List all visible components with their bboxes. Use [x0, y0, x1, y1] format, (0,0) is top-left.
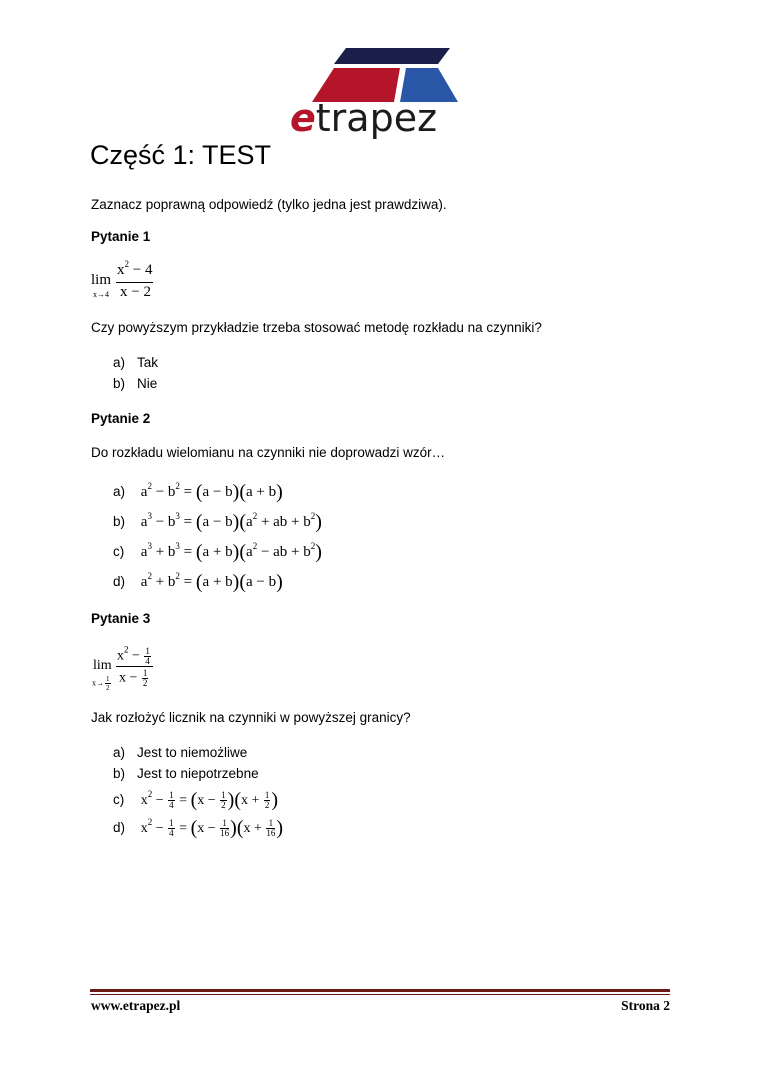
q3-option-a[interactable]: a) Jest to niemożliwe — [113, 745, 248, 760]
footer-url-link[interactable]: www.etrapez.pl — [91, 998, 181, 1013]
question-1-text: Czy powyższym przykładzie trzeba stosować metodę rozkładu na czynniki? — [91, 320, 542, 335]
q2-option-c[interactable]: c) $a^3 + b^3 = (a + b)(a^2$ − ab + $b^2$) — [113, 541, 322, 563]
etrapez-logo — [290, 44, 475, 144]
logo-wordmark: etrapez — [290, 96, 438, 140]
q3-option-d[interactable]: d) $x^2$ − $\frac{1}{4}$ = (x − $\frac{1}{16}$ )(x + $\frac{1}{16}$ ) — [113, 817, 284, 839]
q2-option-b[interactable]: b) $a^3 - b^3 = (a - b)(a^2$ + ab + $b^2$) — [113, 511, 322, 533]
q2-formula-a: $a^2 - b^2 = (a - b)(a + b)$ — [140, 481, 283, 503]
footer-page-number: Strona 2 — [621, 998, 670, 1013]
question-3-heading: Pytanie 3 — [91, 611, 151, 626]
trapezoid-logo-icon — [290, 44, 475, 104]
question-1-heading: Pytanie 1 — [91, 229, 151, 244]
question-3-text: Jak rozłożyć licznik na czynniki w powyższej granicy? — [91, 710, 411, 725]
q3-formula-c: $x^2$ − $\frac{1}{4}$ = (x − $\frac{1}{2}$ )(x + $\frac{1}{2}$ ) — [140, 789, 279, 811]
q3-option-c[interactable]: c) $x^2$ − $\frac{1}{4}$ = (x − $\frac{1}{2}$ )(x + $\frac{1}{2}$ ) — [113, 789, 279, 811]
q2-formula-b: $a^3 - b^3 = (a - b)(a^2$ + ab + $b^2$) — [140, 511, 322, 533]
q3-option-b[interactable]: b) Jest to niepotrzebne — [113, 766, 259, 781]
instruction-text: Zaznacz poprawną odpowiedź (tylko jedna jest prawdziwa). — [91, 197, 447, 212]
q2-option-a[interactable]: a) $a^2 - b^2 = (a - b)(a + b)$ — [113, 481, 283, 503]
q2-option-d[interactable]: d) $a^2 + b^2 = (a + b)(a - b)$ — [113, 571, 283, 593]
page-title: Część 1: TEST — [90, 140, 272, 170]
q1-option-a[interactable]: a) Tak — [113, 355, 159, 370]
question-2-text: Do rozkładu wielomianu na czynniki nie doprowadzi wzór… — [91, 445, 446, 460]
q2-formula-d: $a^2 + b^2 = (a + b)(a - b)$ — [140, 571, 283, 593]
footer-divider-thin — [90, 994, 670, 995]
footer-divider — [90, 989, 670, 992]
question-2-heading: Pytanie 2 — [91, 411, 151, 426]
q2-formula-c: $a^3 + b^3 = (a + b)(a^2$ − ab + $b^2$) — [140, 541, 322, 563]
q3-formula-d: $x^2$ − $\frac{1}{4}$ = (x − $\frac{1}{16}$ )(x + $\frac{1}{16}$ ) — [140, 817, 284, 839]
q1-option-b[interactable]: b) Nie — [113, 376, 158, 391]
